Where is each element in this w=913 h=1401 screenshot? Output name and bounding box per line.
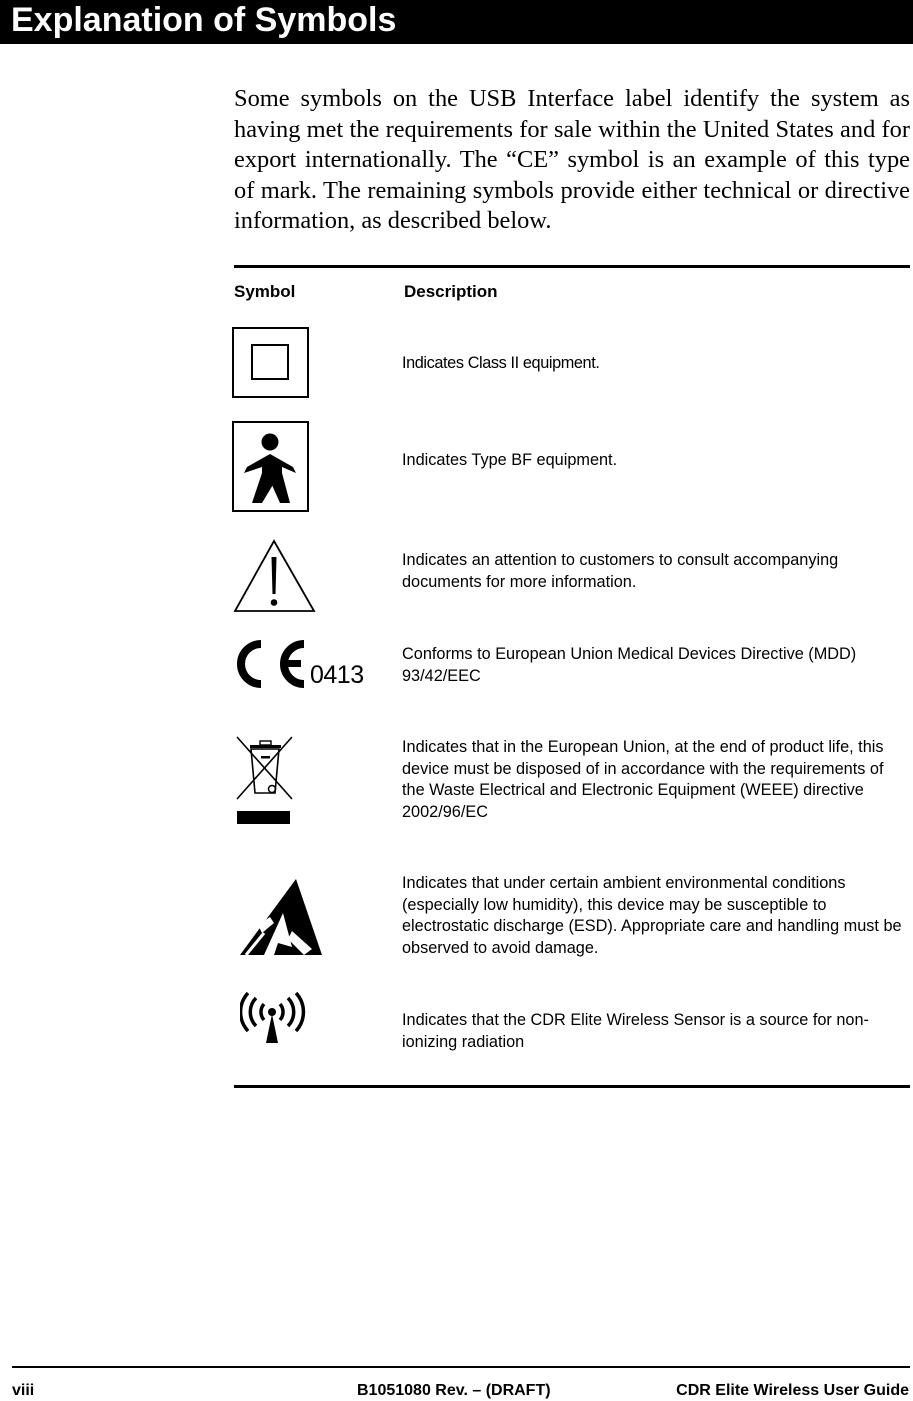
esd-icon bbox=[238, 877, 324, 962]
radiation-description: Indicates that the CDR Elite Wireless Sensor is a source for non-ionizing radiation bbox=[402, 1011, 869, 1051]
attention-icon bbox=[233, 539, 317, 618]
ce-description: Conforms to European Union Medical Devices Directive (MDD) 93/42/EEC bbox=[402, 645, 857, 685]
intro-paragraph: Some symbols on the USB Interface label identify the system as having met the requirements for sale within the United States and for export internationally. The “CE” symbol is an example of this type of mark. The remaining symbols provide either technical or directive information, as described below. bbox=[234, 85, 910, 235]
type-bf-description: Indicates Type BF equipment. bbox=[402, 451, 618, 469]
ce-number: 0413 bbox=[310, 661, 364, 689]
attention-description: Indicates an attention to customers to consult accompanying documents for more information. bbox=[402, 551, 839, 591]
title-bar bbox=[0, 0, 913, 44]
doc-number: B1051080 Rev. – (DRAFT) bbox=[357, 1382, 551, 1399]
page-number: viii bbox=[12, 1382, 35, 1399]
weee-icon bbox=[234, 733, 296, 832]
table-bottom-rule bbox=[234, 1085, 910, 1088]
esd-description: Indicates that under certain ambient environmental conditions (especially low humidity), this device may be susceptible to electrostatic discharge (ESD). Appropriate care and handling must be observed to avoid damage. bbox=[402, 874, 902, 957]
symbol-column-header: Symbol bbox=[234, 282, 296, 301]
table-top-rule bbox=[234, 265, 910, 268]
non-ionizing-radiation-icon bbox=[240, 992, 306, 1049]
guide-title: CDR Elite Wireless User Guide bbox=[676, 1382, 909, 1399]
page-title: Explanation of Symbols bbox=[11, 1, 397, 39]
description-column-header: Description bbox=[404, 282, 498, 301]
footer-rule bbox=[12, 1366, 910, 1368]
class-ii-icon bbox=[232, 327, 310, 404]
weee-description: Indicates that in the European Union, at the end of product life, this device must be disposed of in accordance with the requirements of the Waste Electrical and Electronic Equipment (WEEE) directive 2002/96/EC bbox=[402, 738, 884, 821]
type-bf-icon bbox=[232, 421, 310, 518]
class-ii-description: Indicates Class II equipment. bbox=[402, 354, 600, 372]
